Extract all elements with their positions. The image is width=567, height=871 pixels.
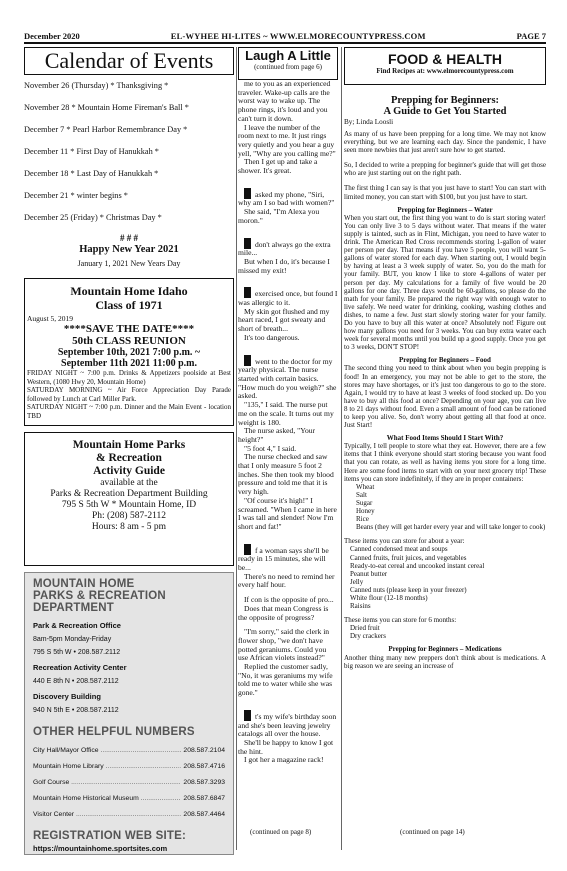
calendar-item: November 28 * Mountain Home Fireman's Ball * [24, 103, 189, 112]
joke-paragraph: The nurse checked and saw that I only measure 5 foot 2 inches. She then took my blood pressure and told me that it is very high. [238, 452, 334, 497]
joke-paragraph: It's too dangerous. [244, 332, 300, 342]
list-item: Salt [356, 490, 367, 499]
reunion-schedule-friday: FRIDAY NIGHT ~ 7:00 p.m. Drinks & Appetizers poolside at Best Western, (1080 Hwy 20, Mountain Home) [27, 369, 231, 386]
parks-title: Mountain Home Parks [72, 439, 186, 451]
activity-center-address: 440 E 8th N • 208.587.2112 [33, 678, 119, 685]
list-item: Ready-to-eat cereal and uncooked instant cereal [350, 561, 485, 570]
ad-heading: PARKS & RECREATION [33, 590, 166, 602]
parks-title: Activity Guide [93, 465, 165, 477]
page-header [24, 30, 546, 44]
phone-number: 208.587.4716 [183, 763, 225, 770]
article-paragraph: As many of us have been prepping for a long time. We may not know everything, but we are learning each day. Since the pandemic, I have seen more newbies that just aren't sure how to get started. [344, 130, 546, 155]
joke-paragraph: "135," I said. The nurse put me on the scale. It turns out my weight is 180. [238, 400, 334, 427]
discovery-address: 940 N 5th E • 208.587.2112 [33, 707, 119, 714]
calendar-item: December 7 * Pearl Harbor Remembrance Day * [24, 125, 188, 134]
parks-line: available at the [100, 478, 158, 488]
phone-row [33, 811, 225, 818]
joke-paragraph: Then I get up and take a shower. It's great. [238, 157, 318, 176]
beans-note: Beans (they will get harder every year and will take longer to cook) [356, 523, 546, 532]
joke-paragraph: Replied the customer sadly, "No, it was geraniums my wife told me to water while she was gone." [238, 662, 333, 698]
joke-paragraph: "I'm sorry," said the clerk in flower shop, "we don't have potted geraniums. Could you use African violets instead?" [238, 627, 330, 663]
laugh-continued: (continued on page 8) [250, 828, 312, 836]
drop-cap-block [244, 238, 251, 249]
list-item: Raisins [350, 602, 371, 611]
issue-date: December 2020 [24, 31, 80, 41]
other-numbers-heading: OTHER HELPFUL NUMBERS [33, 726, 195, 738]
publication-name: EL-WYHEE HI-LITES ~ WWW.ELMORECOUNTYPRESS.COM [170, 31, 426, 41]
joke-paragraph: f a woman says she'll be ready in 15 minutes, she will be... [238, 545, 329, 573]
list-item: Peanut butter [350, 569, 388, 578]
joke-paragraph: The nurse asked, "Your height?" [238, 426, 316, 444]
drop-cap-block [244, 287, 251, 298]
middle-column [238, 47, 338, 765]
section-heading: Prepping for Beginners – Water [397, 205, 493, 214]
joke-paragraph: I leave the number of the room next to me. It just rings very quietly and you hear a guy yell, "Why are you calling me?" [238, 122, 336, 158]
reunion-post-date: August 5, 2019 [27, 314, 74, 323]
save-the-date: ****SAVE THE DATE**** [63, 323, 195, 335]
section-heading: Prepping for Beginners – Medications [388, 645, 502, 654]
calendar-item: December 21 * winter begins * [24, 191, 128, 200]
joke-paragraph: "Of course it's high!" I screamed. "When I came in here I was tall and slender! Now I'm short and fat!" [238, 495, 337, 531]
year-items-intro: These items you can store for about a year: [344, 537, 465, 546]
calendar-item: December 11 * First Day of Hanukkah * [24, 147, 159, 156]
ad-heading: DEPARTMENT [33, 602, 115, 614]
article-paragraph: Typically, I tell people to store what they eat. However, there are a few items that I think everyone should start storing because you want food that you can rotate, as well as having items you store for a long time. Here are some food items to start with on your next grocery trip! These items you can store indefinitely, if they are in proper containers: [344, 442, 546, 483]
joke-paragraph: went to the doctor for my yearly physical. The nurse started with certain basics. "How much do you weigh?" she asked. [238, 356, 337, 401]
calendar-list [24, 75, 234, 229]
calendar-item: November 26 (Thursday) * Thanksgiving * [24, 81, 169, 90]
food-health-title: FOOD & HEALTH [387, 51, 503, 67]
phone-row [33, 747, 225, 754]
food-health-subtitle: Find Recipes at: www.elmorecountypress.com [376, 67, 514, 75]
ad-heading: MOUNTAIN HOME [33, 578, 135, 590]
drop-cap-block [244, 355, 251, 366]
section-break: # # # [120, 233, 138, 243]
phone-row [33, 795, 225, 802]
registration-url[interactable]: https://mountainhome.sportsites.com [33, 844, 168, 853]
joke-paragraph: There's no need to remind her every half hour. [238, 571, 335, 590]
laugh-title: Laugh A Little [245, 48, 331, 63]
food-health-header [344, 47, 546, 85]
list-item: Wheat [356, 482, 375, 491]
left-column [24, 47, 234, 855]
activity-guide-notice [24, 432, 234, 566]
reunion-class: Class of 1971 [95, 298, 163, 312]
section-heading: What Food Items Should I Start With? [386, 434, 504, 443]
phone-name: Mountain Home Historical Museum ..... [33, 795, 181, 802]
parks-line: Parks & Recreation Department Building [50, 489, 208, 499]
article-body [344, 130, 546, 670]
right-column [344, 47, 546, 670]
article-paragraph: The first thing I can say is that you just have to start! You can start with limited money, you can start with $100, but you just have to start. [344, 184, 546, 201]
joke-paragraph: asked my phone, "Siri, why am I so bad with women?" [238, 189, 335, 208]
list-item: Dried fruit [350, 624, 380, 633]
page-number: PAGE 7 [516, 31, 546, 41]
article-paragraph: So, I decided to write a prepping for beginner's guide that will get those who are just starting out on the right path. [344, 161, 546, 178]
joke-paragraph: She said, "I'm Alexa you moron." [238, 207, 320, 225]
article-title: Prepping for Beginners: [390, 95, 500, 106]
joke-paragraph: Does that mean Congress is the opposite of progress? [238, 603, 329, 622]
joke-paragraph: don't always go the extra mile... [238, 239, 331, 258]
office-title: Park & Recreation Office [33, 621, 121, 630]
parks-address: 795 S 5th W * Mountain Home, ID [61, 500, 197, 510]
laugh-subtitle: (continued from page 6) [254, 63, 322, 71]
year-items-list [344, 545, 546, 610]
joke-paragraph: t's my wife's birthday soon and she's been leaving jewelry catalogs all over the house. [238, 711, 337, 739]
list-item: Jelly [350, 577, 364, 586]
food-continued: (continued on page 14) [400, 828, 465, 836]
office-address: 795 S 5th W • 208.587.2112 [33, 649, 121, 656]
phone-row [33, 779, 225, 786]
list-item: Honey [356, 507, 375, 516]
newspaper-page [24, 30, 546, 856]
reunion-schedule-saturday-morning: SATURDAY MORNING ~ Air Force Appreciation Day Parade followed by Lunch at Carl Miller Park. [27, 386, 231, 403]
phone-row [33, 763, 225, 770]
phone-name: Golf Course ..... [33, 779, 181, 786]
phone-number: 208.587.6847 [183, 795, 225, 802]
joke-paragraph: But when I do, it's because I missed my exit! [238, 256, 330, 275]
reunion-date-start: September 10th, 2021 7:00 p.m. ~ [57, 347, 201, 358]
drop-cap-block [244, 544, 251, 555]
column-divider [236, 47, 237, 850]
article-subtitle: A Guide to Get You Started [383, 106, 507, 117]
joke-paragraph: She'll be happy to know I got the hint. [238, 738, 334, 756]
parks-department-ad [24, 572, 234, 855]
reunion-event: 50th CLASS REUNION [72, 335, 186, 347]
phone-name: Visitor Center ..... [33, 811, 181, 818]
article-paragraph: The second thing you need to think about when you begin prepping is food! In an emergency, you may not be able to get to the store, the stores may have shortages, or it's just too dangerous to go to the store. Again, I would try to have at least 3 weeks of food stocked up. Do you have to buy all this food at once? Depending on your age, you can live 8 to 21 days without food. Even a small amount of food can be rationed to keep you alive. So, don't worry about getting all that food at once. Just Start! [344, 364, 546, 430]
joke-paragraph: exercised once, but found I was allergic to it. [238, 289, 338, 308]
phone-number: 208.587.4464 [183, 811, 225, 818]
column-divider [341, 47, 342, 850]
six-month-intro: These items you can store for 6 months: [344, 616, 457, 625]
registration-heading: REGISTRATION WEB SITE: [33, 830, 187, 842]
discovery-title: Discovery Building [33, 692, 101, 701]
calendar-item: December 25 (Friday) * Christmas Day * [24, 213, 162, 222]
list-item: Rice [356, 515, 369, 524]
office-hours: 8am-5pm Monday-Friday [33, 636, 112, 643]
article-paragraph: Another thing many new preppers don't think about is medications. A big reason we are seeing an increase of [344, 653, 546, 670]
new-year-heading: Happy New Year 2021 [79, 244, 179, 255]
parks-hours: Hours: 8 am - 5 pm [91, 522, 167, 532]
list-item: White flour (12-18 months) [350, 593, 428, 602]
activity-center-title: Recreation Activity Center [33, 663, 127, 672]
article-paragraph: When you start out, the first thing you want to do is start storing water! You can only live 3 to 5 days without water. That means if the water supply is tainted, such as in Flint, Michigan, you need to have water to drink. The American Red Cross recommends storing 1-gallon of water per person per day. That means if you have 5 people, you will want 5-gallons of water stored for each day. When starting out, I would begin by having at least a 3 week supply of water. So, you do the math for your family. BUT, you know I like to store 4-gallons of water per person per day. My calculations for a family of five would be 20 gallons for one day. Three days would be 60-gallons, so please do the math for your family. Be prepared the right way with enough water to live safely. We need water for drinking, cooking, washing clothes and dishes, to name a few. Just start slowly storing water for your family. Do you have to buy all this water at once? Absolutely not! Figure out how many gallons you need for 3 weeks. You can buy extra water each week for several months until you build up a good supply. Once you get to 3 weeks, DON'T STOP! [344, 213, 546, 352]
phone-number: 208.587.3293 [183, 779, 225, 786]
joke-paragraph: If con is the opposite of pro... [244, 595, 334, 605]
drop-cap-block [244, 710, 251, 721]
drop-cap-block [244, 188, 251, 199]
new-year-note: January 1, 2021 New Years Day [77, 259, 181, 268]
laugh-header [238, 47, 338, 80]
list-item: Canned nuts (please keep in your freezer) [350, 585, 467, 594]
laugh-text [238, 80, 338, 765]
phone-name: Mountain Home Library ..... [33, 763, 181, 770]
parks-title: & Recreation [96, 452, 162, 464]
list-item: Canned fruits, fruit juices, and vegetables [350, 553, 467, 562]
joke-paragraph: "5 foot 4," I said. [244, 443, 297, 453]
reunion-title: Mountain Home Idaho [70, 284, 188, 298]
calendar-title: Calendar of Events [24, 47, 234, 75]
indefinite-items-list [344, 483, 546, 523]
phone-name: City Hall/Mayor Office ..... [33, 747, 181, 754]
list-item: Canned condensed meat and soups [350, 545, 448, 554]
phone-number: 208.587.2104 [183, 747, 225, 754]
joke-paragraph: My skin got flushed and my heart raced, I got sweaty and short of breath... [238, 306, 330, 334]
reunion-notice [24, 278, 234, 426]
joke-paragraph: I got her a magazine rack! [244, 755, 324, 765]
reunion-date-end: September 11th 2021 11:00 p.m. [61, 358, 197, 369]
parks-phone: Ph: (208) 587-2112 [91, 511, 167, 521]
reunion-schedule-saturday-night: SATURDAY NIGHT ~ 7:00 p.m. Dinner and the Main Event - location TBD [27, 403, 231, 420]
six-month-list [344, 624, 546, 640]
list-item: Dry crackers [350, 632, 386, 641]
joke-paragraph: me to you as an experienced traveler. Wake-up calls are the worst way to wake up. The phone rings, it's loud and you can't turn it down. [238, 79, 331, 123]
calendar-item: December 18 * Last Day of Hanukkah * [24, 169, 159, 178]
list-item: Sugar [356, 498, 373, 507]
article-byline: By; Linda Loosli [344, 118, 394, 126]
section-heading: Prepping for Beginners – Food [399, 356, 491, 365]
